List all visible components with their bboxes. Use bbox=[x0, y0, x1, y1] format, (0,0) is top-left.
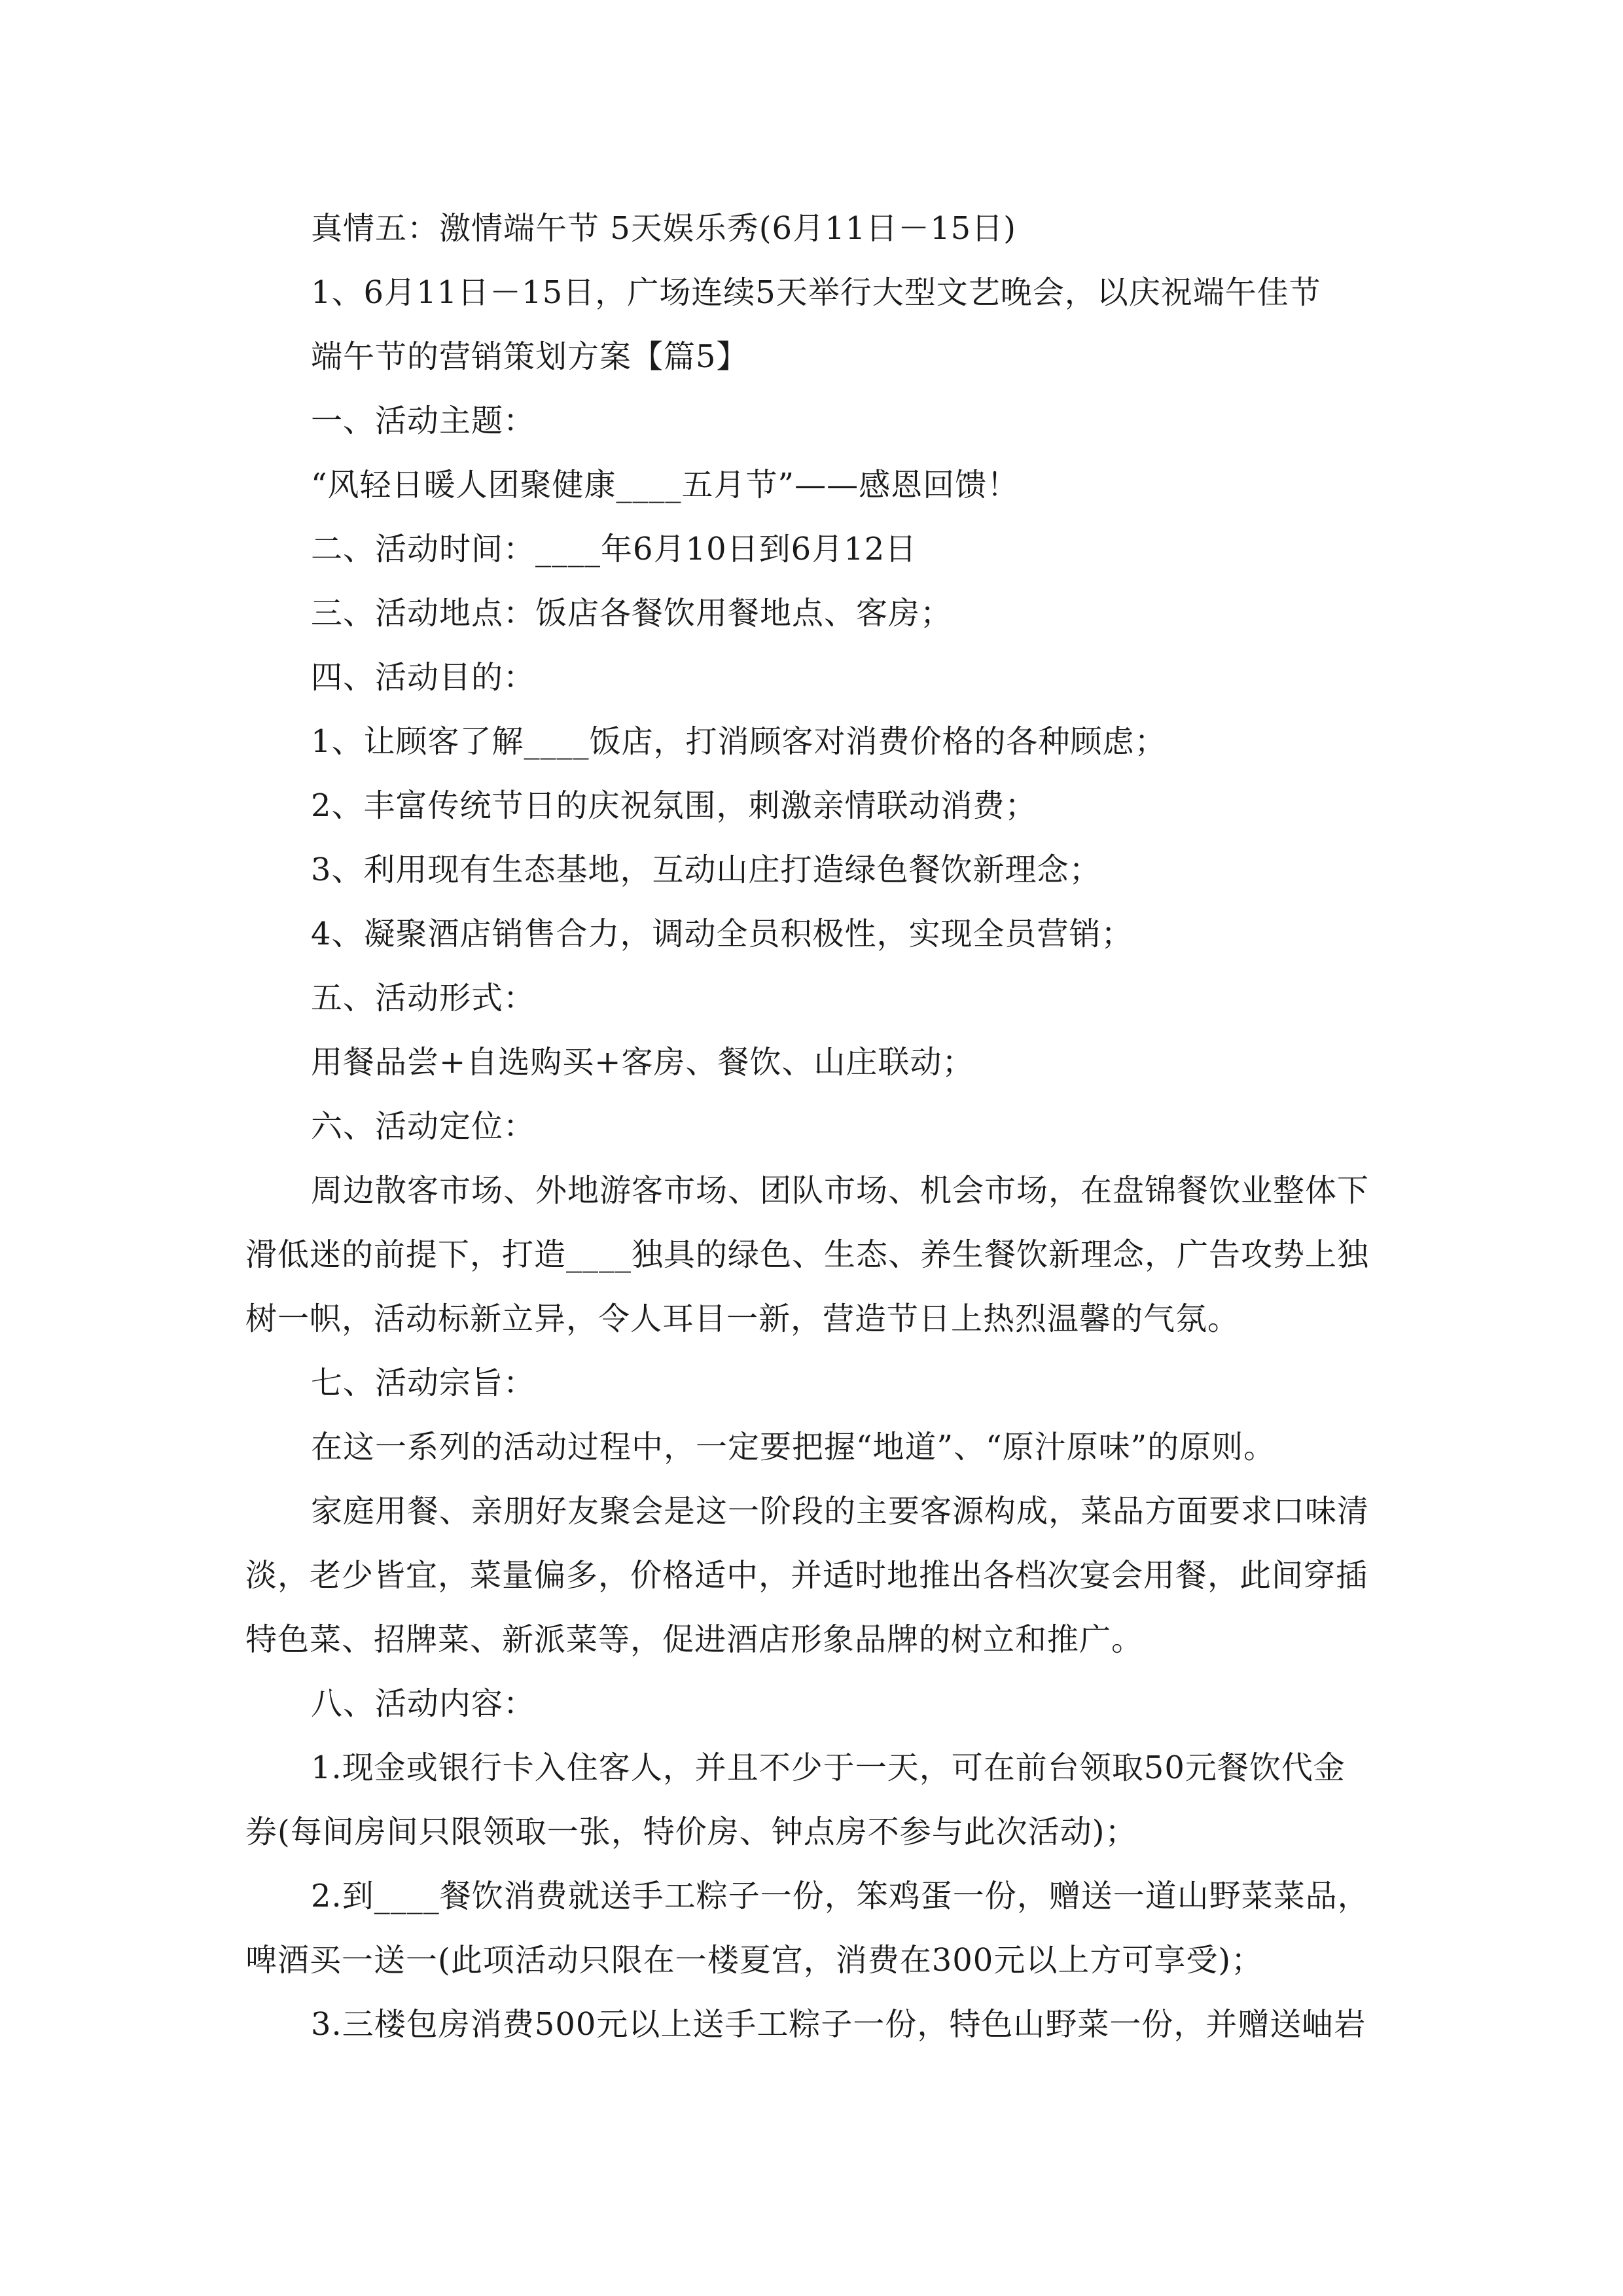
paragraph-line: 树一帜，活动标新立异，令人耳目一新，营造节日上热烈温馨的气氛。 bbox=[245, 1300, 1240, 1337]
paragraph-line: 3、利用现有生态基地，互动山庄打造绿色餐饮新理念； bbox=[311, 852, 1101, 888]
paragraph-line: 特色菜、招牌菜、新派菜等，促进酒店形象品牌的树立和推广。 bbox=[245, 1621, 1144, 1658]
paragraph-line: 七、活动宗旨： bbox=[311, 1365, 536, 1401]
paragraph-line: 家庭用餐、亲朋好友聚会是这一阶段的主要客源构成，菜品方面要求口味清 bbox=[311, 1493, 1370, 1530]
paragraph-line: 周边散客市场、外地游客市场、团队市场、机会市场，在盘锦餐饮业整体下 bbox=[311, 1172, 1370, 1209]
paragraph-line: 券(每间房间只限领取一张，特价房、钟点房不参与此次活动)； bbox=[245, 1814, 1137, 1850]
paragraph-line: 二、活动时间：____年6月10日到6月12日 bbox=[311, 531, 918, 567]
paragraph-line: 淡，老少皆宜，菜量偏多，价格适中，并适时地推出各档次宴会用餐，此间穿插 bbox=[245, 1557, 1368, 1594]
paragraph-line: 1.现金或银行卡入住客人，并且不少于一天，可在前台领取50元餐饮代金 bbox=[311, 1749, 1346, 1786]
paragraph-line: 4、凝聚酒店销售合力，调动全员积极性，实现全员营销； bbox=[311, 916, 1133, 952]
paragraph-line: 八、活动内容： bbox=[311, 1685, 536, 1722]
paragraph-line: 2、丰富传统节日的庆祝氛围，刺激亲情联动消费； bbox=[311, 787, 1037, 824]
paragraph-line: 六、活动定位： bbox=[311, 1108, 536, 1145]
paragraph-line: “风轻日暖人团聚健康____五月节”——感恩回馈！ bbox=[311, 467, 1020, 503]
paragraph-line: 一、活动主题： bbox=[311, 403, 536, 439]
paragraph-line: 真情五：激情端午节 5天娱乐秀(6月11日－15日) bbox=[311, 210, 1016, 247]
paragraph-line: 五、活动形式： bbox=[311, 980, 536, 1016]
paragraph-line: 1、让顾客了解____饭店，打消顾客对消费价格的各种顾虑； bbox=[311, 723, 1167, 760]
paragraph-line: 3.三楼包房消费500元以上送手工粽子一份，特色山野菜一份，并赠送岫岩 bbox=[311, 2006, 1366, 2043]
paragraph-line: 四、活动目的： bbox=[311, 659, 536, 696]
document-body bbox=[245, 196, 1384, 2056]
paragraph-line: 1、6月11日－15日，广场连续5天举行大型文艺晚会，以庆祝端午佳节 bbox=[311, 274, 1321, 311]
paragraph-line: 端午节的营销策划方案【篇5】 bbox=[311, 338, 749, 375]
paragraph-line: 用餐品尝+自选购买+客房、餐饮、山庄联动； bbox=[311, 1044, 974, 1081]
paragraph-line: 滑低迷的前提下，打造____独具的绿色、生态、养生餐饮新理念，广告攻势上独 bbox=[245, 1236, 1370, 1273]
paragraph-line: 在这一系列的活动过程中，一定要把握“地道”、“原汁原味”的原则。 bbox=[311, 1429, 1276, 1465]
paragraph-line: 三、活动地点：饭店各餐饮用餐地点、客房； bbox=[311, 595, 953, 632]
paragraph-line: 啤酒买一送一(此项活动只限在一楼夏宫，消费在300元以上方可享受)； bbox=[245, 1942, 1264, 1979]
paragraph-line: 2.到____餐饮消费就送手工粽子一份，笨鸡蛋一份，赠送一道山野菜菜品， bbox=[311, 1878, 1370, 1914]
